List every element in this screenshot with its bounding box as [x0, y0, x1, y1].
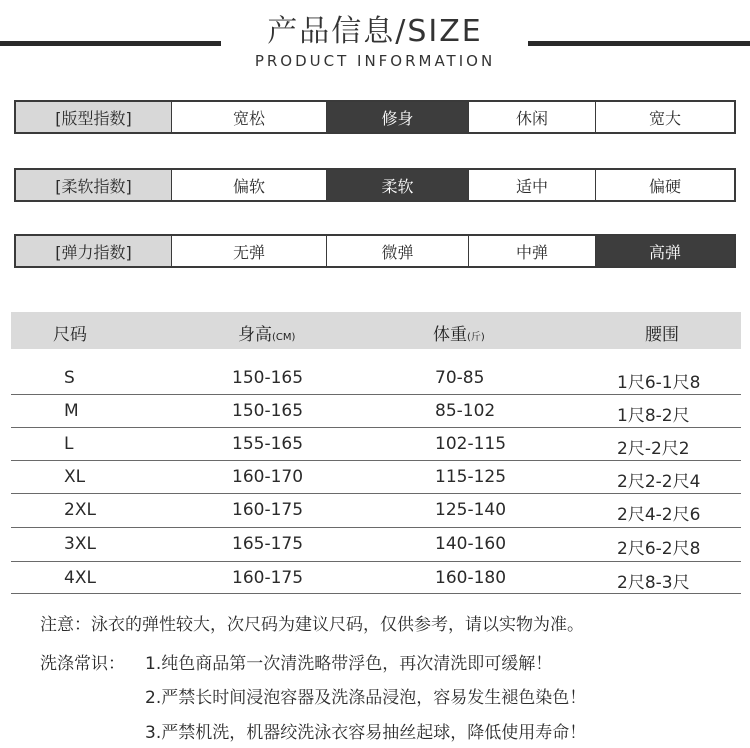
- cell-weight: 160-180: [435, 568, 507, 588]
- header-height-unit: (CM): [272, 332, 296, 343]
- cell-weight: 70-85: [435, 368, 485, 388]
- header-waist: 腰围: [645, 325, 679, 345]
- cell-weight: 115-125: [435, 467, 507, 487]
- row-divider: [11, 593, 741, 594]
- elasticity-index-row: [14, 234, 736, 268]
- fit-option-loose: 宽松: [171, 102, 326, 132]
- table-row: [11, 395, 741, 428]
- cell-size: 3XL: [64, 534, 96, 554]
- cell-waist: 2尺4-2尺6: [617, 505, 701, 525]
- header-weight-unit: (斤): [467, 332, 485, 343]
- cell-size: 2XL: [64, 500, 96, 520]
- table-row: [11, 428, 741, 461]
- table-row: [11, 494, 741, 527]
- wash-tip-1: 1.纯色商品第一次清洗略带浮色，再次清洗即可缓解！: [145, 654, 553, 674]
- fit-option-slim: 修身: [326, 102, 468, 132]
- softness-option-moderate: 适中: [468, 170, 595, 200]
- table-row: [11, 528, 741, 561]
- cell-waist: 1尺6-1尺8: [617, 373, 701, 393]
- elasticity-option-high: 高弹: [595, 236, 734, 266]
- wash-tip-2: 2.严禁长时间浸泡容器及洗涤品浸泡，容易发生褪色染色！: [145, 688, 587, 708]
- cell-height: 160-175: [232, 568, 304, 588]
- cell-waist: 2尺-2尺2: [617, 439, 690, 459]
- cell-waist: 2尺2-2尺4: [617, 472, 701, 492]
- page-subtitle: PRODUCT INFORMATION: [254, 52, 496, 70]
- softness-option-slightly-soft: 偏软: [171, 170, 326, 200]
- page-title: 产品信息/SIZE: [267, 14, 483, 49]
- wash-tip-3: 3.严禁机洗，机器绞洗泳衣容易抽丝起球，降低使用寿命！: [145, 723, 587, 743]
- header-size: 尺码: [53, 325, 87, 345]
- cell-height: 165-175: [232, 534, 304, 554]
- cell-height: 150-165: [232, 401, 304, 421]
- cell-weight: 102-115: [435, 434, 507, 454]
- cell-size: 4XL: [64, 568, 96, 588]
- cell-height: 155-165: [232, 434, 304, 454]
- cell-weight: 125-140: [435, 500, 507, 520]
- table-row: [11, 362, 741, 395]
- table-row: [11, 562, 741, 595]
- wash-title: 洗涤常识：: [40, 654, 125, 674]
- softness-index-row: [14, 168, 736, 202]
- elasticity-option-medium: 中弹: [468, 236, 595, 266]
- fit-option-casual: 休闲: [468, 102, 595, 132]
- cell-waist: 2尺6-2尺8: [617, 539, 701, 559]
- fit-option-wide: 宽大: [595, 102, 734, 132]
- cell-height: 160-175: [232, 500, 304, 520]
- softness-index-label: [柔软指数]: [16, 170, 171, 200]
- notice-text: 注意：泳衣的弹性较大，次尺码为建议尺码，仅供参考，请以实物为准。: [40, 615, 584, 635]
- cell-size: M: [64, 401, 79, 421]
- cell-size: L: [64, 434, 74, 454]
- fit-index-row: [14, 100, 736, 134]
- elasticity-option-none: 无弹: [171, 236, 326, 266]
- cell-size: XL: [64, 467, 86, 487]
- table-row: [11, 461, 741, 494]
- header-weight: 体重(斤): [433, 325, 485, 345]
- cell-waist: 2尺8-3尺: [617, 573, 690, 593]
- cell-height: 160-170: [232, 467, 304, 487]
- softness-option-slightly-hard: 偏硬: [595, 170, 734, 200]
- cell-size: S: [64, 368, 75, 388]
- elasticity-option-slight: 微弹: [326, 236, 468, 266]
- cell-waist: 1尺8-2尺: [617, 406, 690, 426]
- softness-option-soft: 柔软: [326, 170, 468, 200]
- elasticity-index-label: [弹力指数]: [16, 236, 171, 266]
- cell-weight: 85-102: [435, 401, 496, 421]
- cell-height: 150-165: [232, 368, 304, 388]
- size-table-header: [11, 312, 741, 349]
- fit-index-label: [版型指数]: [16, 102, 171, 132]
- header-height: 身高(CM): [238, 325, 296, 345]
- cell-weight: 140-160: [435, 534, 507, 554]
